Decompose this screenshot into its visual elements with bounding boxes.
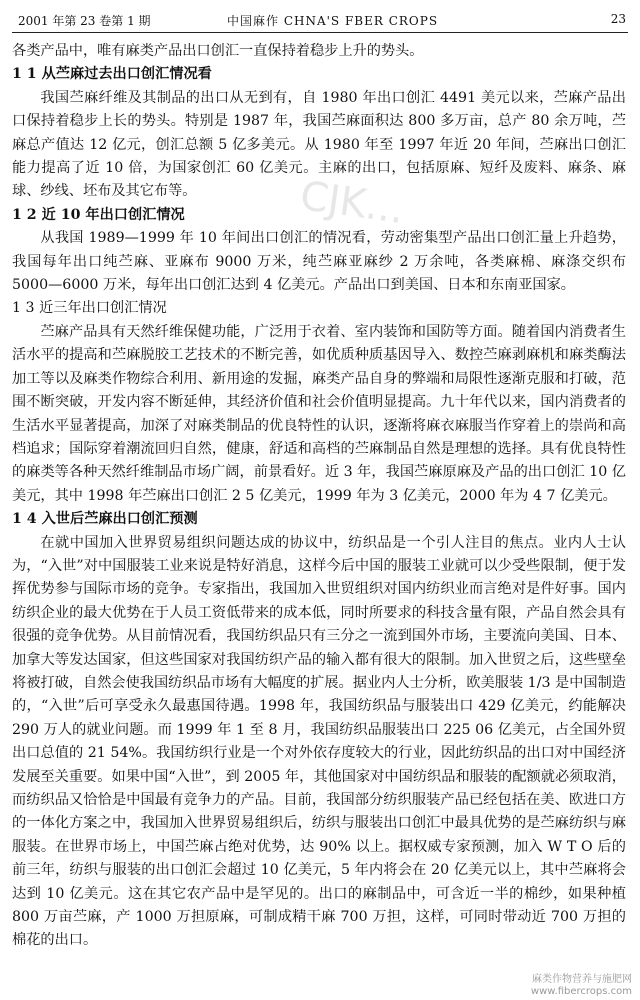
section-heading: 1 1 从苎麻过去出口创汇情况看 — [12, 66, 212, 83]
section-heading: 1 3 近三年出口创汇情况 — [12, 300, 167, 317]
running-header — [12, 8, 628, 33]
paragraph: 我国苎麻纤维及其制品的出口从无到有，自 1980 年出口创汇 4491 美元以来，苎麻产品出口保持着稳步上长的势头。特别是 1987 年，我国苎麻面积达 800 多万亩，总产 80 余万吨，苎麻总产值达 12 亿元，创汇总额 5 亿多美元。从 1980 年至 1997 年近 20 年间，苎麻出口创汇能力提高了近 10 倍，为国家创汇 60 亿美元。主麻的出口，包括原麻、短纤及废料、麻条、麻球、纱线、坯布及其它布等。 — [12, 89, 626, 200]
issue-info: 2001 年第 23 卷第 1 期 — [18, 14, 151, 28]
section-heading: 1 4 入世后苎麻出口创汇预测 — [12, 511, 198, 528]
journal-title: 中国麻作 CHNA'S FBER CROPS — [227, 14, 439, 28]
site-watermark — [531, 974, 632, 998]
paragraph: 从我国 1989—1999 年 10 年间出口创汇的情况看，劳动密集型产品出口创汇量上升趋势，我国每年出口纯苎麻、亚麻布 9000 万米，纯苎麻亚麻纱 2 万余吨，各类麻棉、麻涤交织布 5000—6000 万米，每年出口创汇达到 4 亿美元。产品出口到美国、日本和东南亚国家。 — [12, 230, 626, 294]
article-body — [12, 40, 626, 953]
paragraph: 苎麻产品具有天然纤维保健功能，广泛用于衣着、室内装饰和国防等方面。随着国内消费者生活水平的提高和苎麻脱胶工艺技术的不断完善，如优质种质基因导入、数控苎麻剥麻机和麻类酶法加工等以及麻类作物综合利用、新用途的发掘，麻类产品自身的弊端和局限性逐渐克服和打破，范围不断突破，开发内容不断延伸，其经济价值和社会价值明显提高。九十年代以来，国内消费者的生活水平显著提高，加深了对麻类制品的优良特性的认识，逐渐将麻衣麻服当作穿着上的崇尚和高档追求；国际穿着潮流回归自然，健康，舒适和高档的苎麻制品自然是理想的选择。具有优良特性的麻类等各种天然纤维制品市场广阔，前景看好。近 3 年，我国苎麻原麻及产品的出口创汇 10 亿美元，其中 1998 年苎麻出口创汇 2 5 亿美元，1999 年为 3 亿美元，2000 年为 4 7 亿美元。 — [12, 323, 626, 504]
paragraph: 在就中国加入世界贸易组织问题达成的协议中，纺织品是一个引人注目的焦点。业内人士认为，“入世”对中国服装工业来说是特好消息，这样今后中国的服装工业就可以少受些限制，便于发挥优势参与国际市场的竞争。专家指出，我国加入世贸组织对国内纺织业而言绝对是件好事。国内纺织企业的最大优势在于人员工资低带来的成本低，同时所要求的科技含量有限，产品自然会具有很强的竞争优势。从目前情况看，我国纺织品只有三分之一流到国外市场，主要流向美国、日本、加拿大等发达国家，但这些国家对我国纺织产品的输入都有很大的限制。加入世贸之后，这些壁垒将被打破，自然会使我国纺织品市场有大幅度的扩展。据业内人士分析，欧美服装 1/3 是中国制造的，“入世”后可享受永久最惠国待遇。1998 年，我国纺织品与服装出口 429 亿美元，约能解决 290 万人的就业问题。而 1999 年 1 至 8 月，我国纺织品服装出口 225 06 亿美元，占全国外贸出口总值的 21 54%。我国纺织行业是一个对外依存度较大的行业，因此纺织品的出口对中国经济发展至关重要。如果中国“入世”，到 2005 年，其他国家对中国纺织品和服装的配额就必须取消，而纺织品又恰恰是中国最有竞争力的产品。目前，我国部分纺织服装产品已经包括在美、欧进口方的一体化方案之中，我国加入世界贸易组织后，纺织与服装出口创汇中最具优势的是苎麻纺织与麻服装。在世界市场上，中国苎麻占绝对优势，达 90% 以上。据权威专家预测，加入 W T O 后的前三年，纺织与服装的出口创汇会超过 10 亿美元，5 年内将会在 20 亿美元以上，其中苎麻将会达到 10 亿美元。这在其它农产品中是罕见的。出口的麻制品中，可含近一半的棉纱，如果种植 800 万亩苎麻，产 1000 万担原麻，可制成精干麻 700 万担，这样，可同时带动近 700 万担的棉花的出口。 — [12, 534, 626, 949]
site-name: 麻类作物营养与施肥网 — [532, 974, 632, 985]
paragraph: 各类产品中，唯有麻类产品出口创汇一直保持着稳步上升的势头。 — [12, 43, 424, 59]
section-heading: 1 2 近 10 年出口创汇情况 — [12, 206, 185, 223]
page-number: 23 — [610, 12, 626, 26]
site-url: www.fibercrops.com — [530, 986, 632, 997]
scan-watermark: CJK... — [297, 172, 407, 234]
